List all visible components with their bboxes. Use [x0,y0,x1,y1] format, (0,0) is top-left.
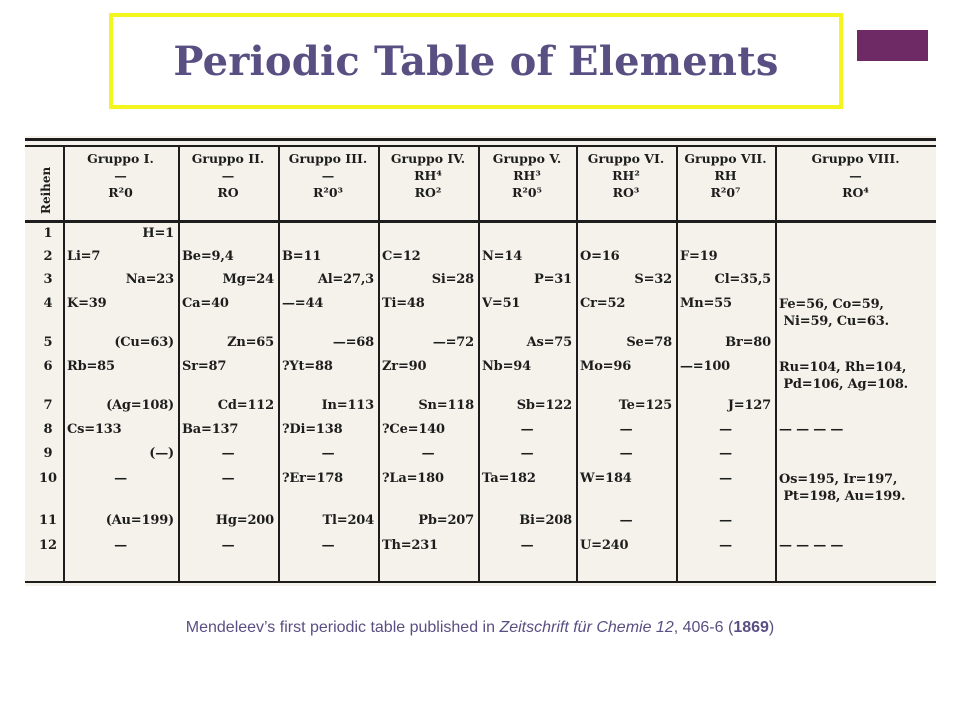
title-box [109,13,843,109]
element-cell: Rb=85 [67,359,115,374]
element-cell: Pb=207 [418,513,474,528]
element-cell: — [719,422,732,437]
element-cell: Os=195, Ir=197, Pt=198, Au=199. [779,472,906,504]
element-cell: Mn=55 [680,296,732,311]
element-cell: — [114,471,127,486]
element-cell: Cr=52 [580,296,626,311]
row-number: 10 [38,471,58,486]
element-cell: Sn=118 [418,398,474,413]
column-rule [178,145,180,581]
element-cell: J=127 [727,398,771,413]
element-cell: Bi=208 [519,513,572,528]
table-rule [25,581,936,583]
element-cell: Ba=137 [182,422,239,437]
row-number: 9 [43,446,53,461]
element-cell: —=72 [432,335,474,350]
table-rule [25,145,936,147]
periodic-table-scan [25,136,936,586]
element-cell: Na=23 [125,272,174,287]
group-header-2: Gruppo II. — RO [191,151,265,200]
element-cell: — [719,513,732,528]
group-header-7: Gruppo VII. RH R²0⁷ [684,151,767,200]
element-cell: V=51 [482,296,521,311]
element-cell: — [619,513,633,528]
element-cell: — [221,538,235,553]
element-cell: U=240 [580,538,629,553]
element-cell: — [520,422,534,437]
element-cell: — [719,446,732,461]
element-cell: Cd=112 [217,398,274,413]
row-number: 4 [43,296,53,311]
column-rule [63,145,65,581]
element-cell: Al=27,3 [317,272,374,287]
element-cell: ?Yt=88 [282,359,333,374]
row-number: 12 [38,538,58,553]
group-header-5: Gruppo V. RH³ R²0⁵ [492,151,562,200]
element-cell: — [719,538,732,553]
element-cell: — [719,471,732,486]
column-rule [278,145,280,581]
element-cell: Cl=35,5 [714,272,771,287]
element-cell: (Au=199) [105,513,174,528]
column-rule [478,145,480,581]
element-cell: Se=78 [626,335,672,350]
row-number: 6 [43,359,53,374]
element-cell: — [520,446,534,461]
element-cell: B=11 [282,249,322,264]
row-number: 8 [43,422,53,437]
element-cell: ?Di=138 [282,422,343,437]
element-cell: Li=7 [67,249,101,264]
caption-prefix: Mendeleev’s first periodic table published in [185,619,500,636]
element-cell: Nb=94 [482,359,531,374]
element-cell: — — — — [779,422,844,437]
caption-pages: , 406-6 ( [673,619,734,636]
element-cell: — [619,446,633,461]
group-header-3: Gruppo III. — R²0³ [288,151,368,200]
element-cell: N=14 [482,249,523,264]
element-cell: Mg=24 [222,272,274,287]
row-number: 2 [43,249,53,264]
row-number: 3 [43,272,53,287]
element-cell: Ru=104, Rh=104, Pd=106, Ag=108. [779,360,909,392]
element-cell: (Ag=108) [106,398,174,413]
table-rule [25,138,936,141]
element-cell: — [221,471,235,486]
element-cell: Ca=40 [182,296,229,311]
element-cell: — [321,538,335,553]
element-cell: —=68 [332,335,374,350]
element-cell: Tl=204 [322,513,374,528]
element-cell: —=100 [680,359,731,374]
element-cell: Zr=90 [382,359,427,374]
element-cell: Cs=133 [67,422,122,437]
element-cell: ?La=180 [382,471,444,486]
caption-journal: Zeitschrift für Chemie 12 [499,619,674,636]
row-header-label: Reihen [39,166,53,214]
element-cell: — [520,538,534,553]
element-cell: — [619,422,633,437]
element-cell: — [114,538,127,553]
element-cell: Ta=182 [482,471,536,486]
element-cell: ?Ce=140 [382,422,445,437]
element-cell: — [321,446,335,461]
element-cell: H=1 [142,226,174,241]
column-rule [576,145,578,581]
element-cell: P=31 [534,272,572,287]
element-cell: S=32 [634,272,672,287]
group-header-6: Gruppo VI. RH² RO³ [587,151,665,200]
element-cell: ?Er=178 [282,471,344,486]
element-cell: — [421,446,435,461]
caption-suffix: ) [768,619,775,636]
element-cell: O=16 [580,249,620,264]
caption-year: 1869 [733,619,769,636]
element-cell: (Cu=63) [114,335,174,350]
element-cell: W=184 [580,471,632,486]
element-cell: — [221,446,235,461]
row-number: 1 [43,226,53,241]
column-rule [676,145,678,581]
element-cell: Sr=87 [182,359,227,374]
element-cell: As=75 [526,335,572,350]
element-cell: C=12 [382,249,421,264]
accent-box [857,30,928,61]
slide-title: Periodic Table of Elements [173,37,779,85]
row-number: 7 [43,398,53,413]
caption [0,619,960,637]
row-number: 11 [38,513,58,528]
element-cell: Te=125 [618,398,672,413]
column-rule [378,145,380,581]
element-cell: K=39 [67,296,107,311]
group-header-4: Gruppo IV. RH⁴ RO² [390,151,466,200]
element-cell: Br=80 [725,335,771,350]
group-header-8: Gruppo VIII. — RO⁴ [811,151,900,200]
element-cell: Si=28 [431,272,474,287]
element-cell: Hg=200 [215,513,274,528]
element-cell: Th=231 [382,538,438,553]
table-rule [25,220,936,223]
column-rule [775,145,777,581]
element-cell: Mo=96 [580,359,632,374]
element-cell: (—) [149,446,174,461]
group-header-1: Gruppo I. — R²0 [87,151,154,200]
element-cell: Fe=56, Co=59, Ni=59, Cu=63. [779,297,889,329]
element-cell: Be=9,4 [182,249,234,264]
element-cell: F=19 [680,249,718,264]
element-cell: —=44 [282,296,324,311]
element-cell: In=113 [321,398,374,413]
element-cell: Ti=48 [382,296,425,311]
element-cell: Sb=122 [516,398,572,413]
row-number: 5 [43,335,53,350]
element-cell: — — — — [779,538,844,553]
element-cell: Zn=65 [227,335,274,350]
